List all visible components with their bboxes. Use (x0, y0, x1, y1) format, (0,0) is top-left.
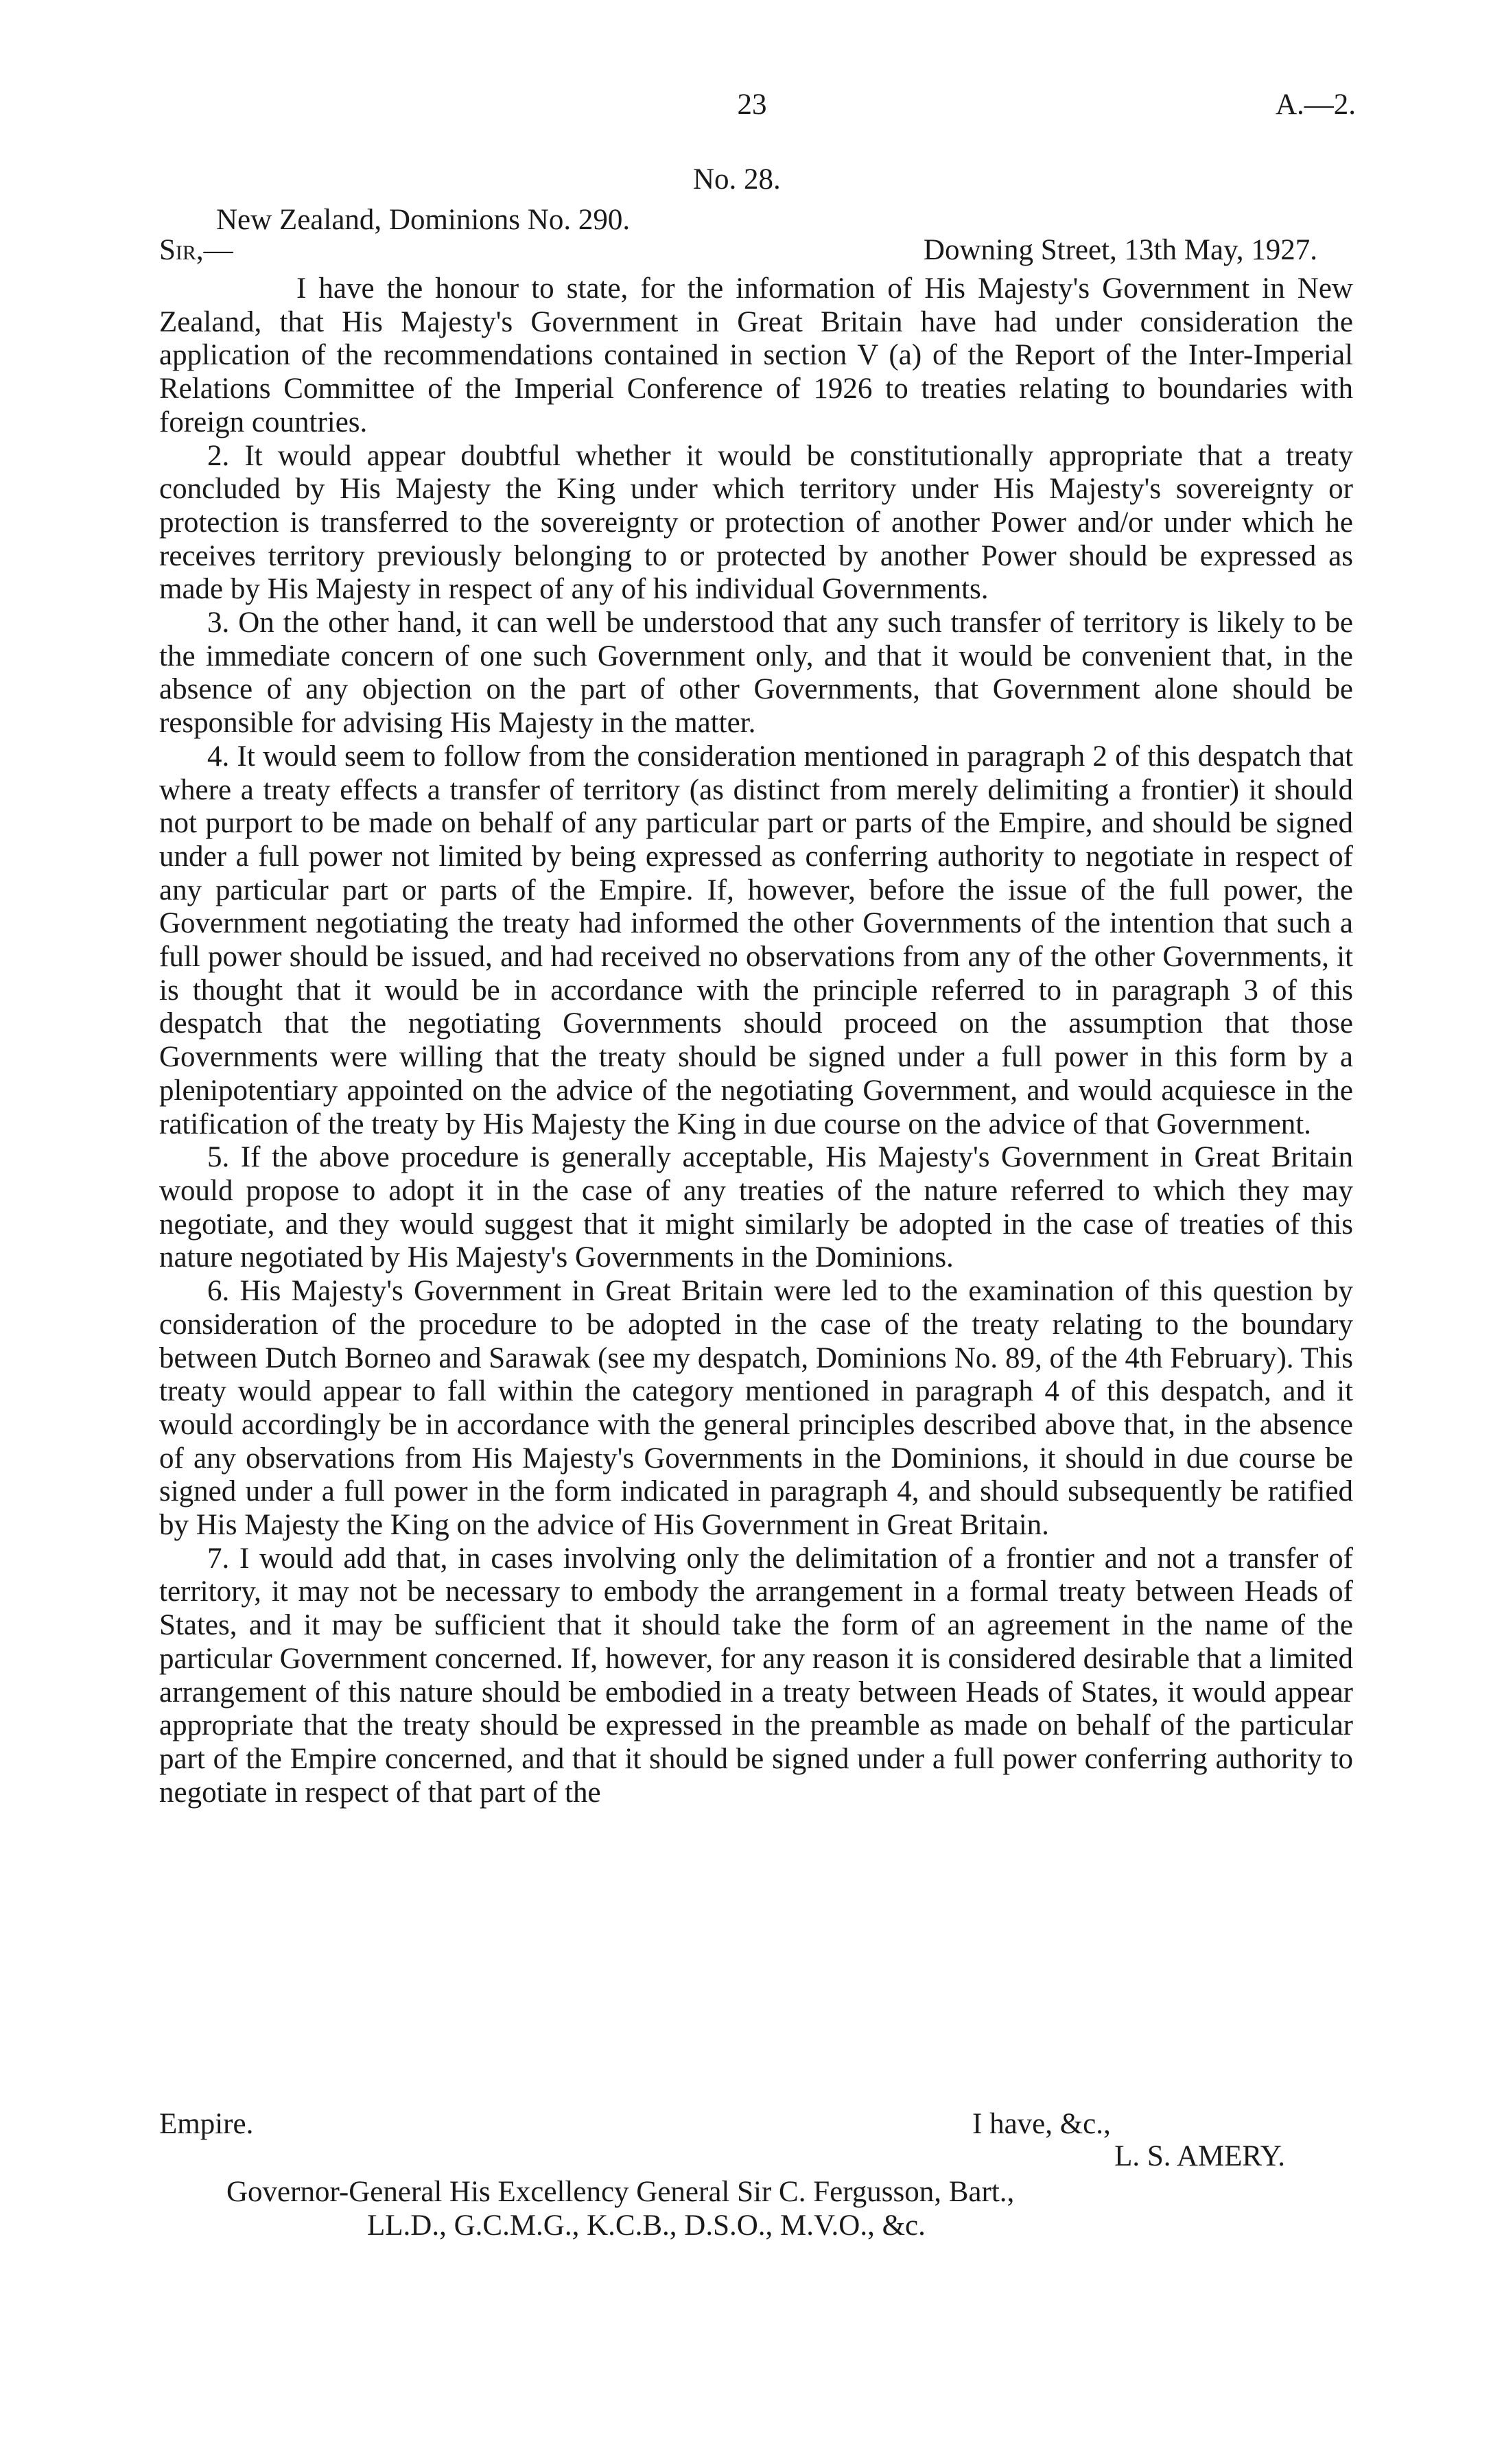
document-reference: A.—2. (1275, 89, 1356, 121)
paragraph-6: 6. His Majesty's Government in Great Britain were led to the examination of this question by consideration of the procedure to be adopted in the case of the treaty relating to the boundary between Dutch Borneo and Sarawak (see my despatch, Dominions No. 89, of the 4th February). This treaty would appear to fall within the category mentioned in paragraph 4 of this despatch, and it would accordingly be in accordance with the general principles described above that, in the absence of any observations from His Majesty's Governments in the Dominions, it should in due course be signed under a full power in the form indicated in paragraph 4, and should subsequently be ratified by His Majesty the King on the advice of His Government in Great Britain. (159, 1275, 1353, 1542)
despatch-number: No. 28. (693, 163, 781, 196)
addressee-line-2: LL.D., G.C.M.G., K.C.B., D.S.O., M.V.O., &c. (367, 2209, 926, 2242)
paragraph-4: 4. It would seem to follow from the consideration mentioned in paragraph 2 of this despatch that where a treaty effects a transfer of territory (as distinct from merely delimiting a frontier) it should not purport to be made on behalf of any particular part or parts of the Empire, and should be signed under a full power not limited by being expressed as conferring authority to negotiate in respect of any particular part or parts of the Empire. If, however, before the issue of the full power, the Government negotiating the treaty had informed the other Governments of the intention that such a full power should be issued, and had received no observations from any of the other Governments, it is thought that it would be in accordance with the principle referred to in paragraph 3 of this despatch that the negotiating Governments should proceed on the assumption that those Governments were willing that the treaty should be signed under a full power in this form by a plenipotentiary appointed on the advice of the negotiating Government, and would acquiesce in the ratification of the treaty by His Majesty the King in due course on the advice of that Government. (159, 740, 1353, 1140)
addressee-line-1: Governor-General His Excellency General Sir C. Fergusson, Bart., (226, 2176, 1015, 2208)
complimentary-close: I have, &c., (972, 2108, 1111, 2140)
closing-last-word: Empire. (159, 2108, 254, 2140)
paragraph-1: I have the honour to state, for the information of His Majesty's Government in New Zealand, that His Majesty's Government in Great Britain have had under consideration the application of the recommendations contained in section V (a) of the Report of the Inter-Imperial Relations Committee of the Imperial Conference of 1926 to treaties relating to boundaries with foreign countries. (159, 272, 1353, 438)
dominions-reference: New Zealand, Dominions No. 290. (216, 204, 631, 236)
signature: L. S. AMERY. (1114, 2140, 1285, 2172)
page-number: 23 (737, 89, 767, 121)
salutation: Sir,— (159, 234, 233, 266)
place-and-date: Downing Street, 13th May, 1927. (923, 234, 1317, 266)
paragraph-5: 5. If the above procedure is generally acceptable, His Majesty's Government in Great Britain would propose to adopt it in the case of any treaties of the nature referred to which they may negotiate, and they would suggest that it might similarly be adopted in the case of treaties of this nature negotiated by His Majesty's Governments in the Dominions. (159, 1141, 1353, 1274)
paragraph-7: 7. I would add that, in cases involving only the delimitation of a frontier and not a transfer of territory, it may not be necessary to embody the arrangement in a formal treaty between Heads of States, and it may be sufficient that it should take the form of an agreement in the name of the particular Government concerned. If, however, for any reason it is considered desirable that a limited arrangement of this nature should be embodied in a treaty between Heads of States, it would appear appropriate that the treaty should be expressed in the preamble as made on behalf of the particular part of the Empire concerned, and that it should be signed under a full power conferring authority to negotiate in respect of that part of the (159, 1542, 1353, 1809)
salutation-row (159, 233, 1353, 272)
paragraph-2: 2. It would appear doubtful whether it would be constitutionally appropriate that a treaty concluded by His Majesty the King under which territory under His Majesty's sovereignty or protection is transferred to the sovereignty or protection of another Power and/or under which he receives territory previously belonging to or protected by another Power should be expressed as made by His Majesty in respect of any of his individual Governments. (159, 439, 1353, 606)
closing-line (159, 2107, 1353, 2142)
paragraph-3: 3. On the other hand, it can well be understood that any such transfer of territory is likely to be the immediate concern of one such Government only, and that it would be convenient that, in the absence of any objection on the part of other Governments, that Government alone should be responsible for advising His Majesty in the matter. (159, 607, 1353, 740)
despatch-body (159, 272, 1353, 1809)
